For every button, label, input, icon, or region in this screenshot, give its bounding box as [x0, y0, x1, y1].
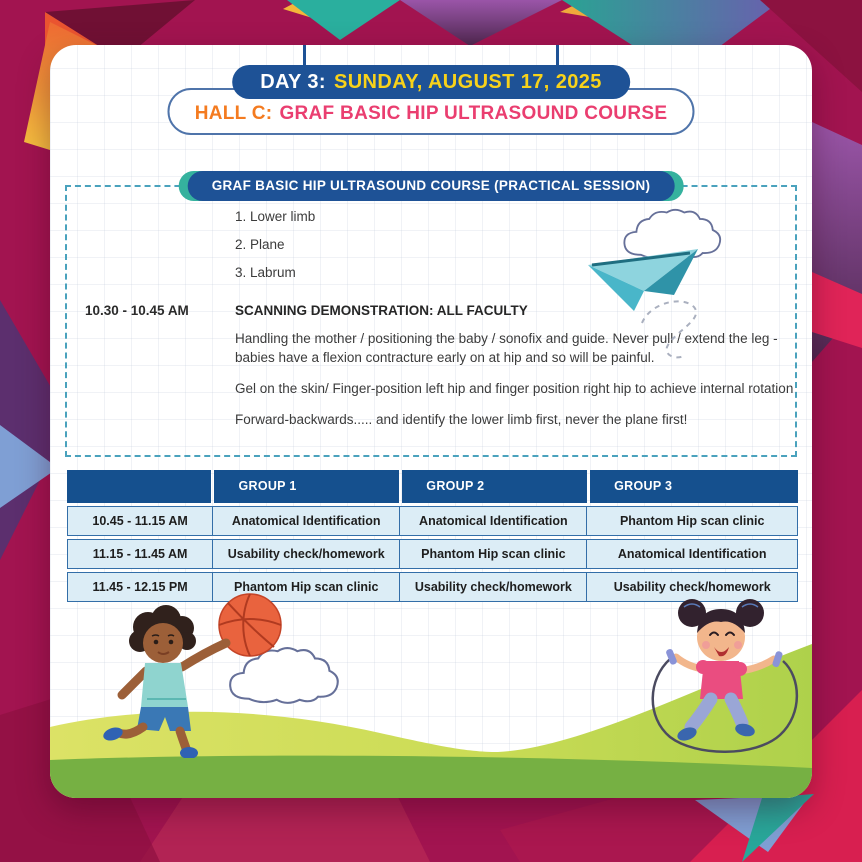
session-title-pill — [179, 171, 684, 201]
table-row — [67, 506, 798, 536]
group-schedule-table — [67, 470, 798, 605]
hall-label: HALL C: — [194, 103, 273, 124]
cell-time: 11.15 - 11.45 AM — [67, 539, 213, 569]
day-label: DAY 3: — [260, 71, 326, 93]
day-date: SUNDAY, AUGUST 17, 2025 — [333, 71, 602, 93]
cell-group2: Phantom Hip scan clinic — [400, 539, 587, 569]
header-cell-group2: GROUP 2 — [402, 470, 587, 503]
note-paragraph: Handling the mother / positioning the baby / sonofix and guide. Never pull / extend the leg - babies have a flexion contracture early on at hip and so will be painful. — [235, 331, 778, 365]
hall-title: GRAF BASIC HIP ULTRASOUND COURSE — [279, 103, 668, 124]
session-time: 10.30 - 10.45 AM — [85, 303, 189, 318]
note-paragraph: Forward-backwards..... and identify the lower limb first, never the plane first! — [235, 412, 688, 427]
header-cell-time — [67, 470, 211, 503]
cell-group2: Usability check/homework — [400, 572, 587, 602]
cell-group1: Anatomical Identification — [213, 506, 400, 536]
list-item: 1. Lower limb — [235, 209, 316, 224]
cell-time: 11.45 - 12.15 PM — [67, 572, 213, 602]
girl-jumprope-illustration — [640, 595, 812, 763]
schedule-card — [50, 45, 812, 798]
cell-time: 10.45 - 11.15 AM — [67, 506, 213, 536]
cell-group3: Anatomical Identification — [587, 539, 798, 569]
boy-basketball-illustration — [90, 593, 305, 758]
paper-plane-icon — [588, 249, 698, 311]
cell-group3: Phantom Hip scan clinic — [587, 506, 798, 536]
table-row — [67, 539, 798, 569]
day-banner — [232, 65, 630, 99]
header-cell-group3: GROUP 3 — [590, 470, 798, 503]
list-item: 3. Labrum — [235, 265, 296, 280]
session-title: GRAF BASIC HIP ULTRASOUND COURSE (PRACTICAL SESSION) — [188, 171, 675, 201]
cloud-icon — [624, 210, 720, 259]
cell-group3: Usability check/homework — [587, 572, 798, 602]
cell-group1: Phantom Hip scan clinic — [213, 572, 400, 602]
cloud-plane-doodle — [578, 203, 810, 381]
activity-title: SCANNING DEMONSTRATION: ALL FACULTY — [235, 303, 528, 318]
note-paragraph: Gel on the skin/ Finger-position left hip and finger position right hip to achieve internal rotation — [235, 381, 794, 396]
cell-group1: Usability check/homework — [213, 539, 400, 569]
girl-figure — [665, 599, 783, 743]
cell-group2: Anatomical Identification — [400, 506, 587, 536]
table-header-row — [67, 470, 798, 503]
list-item: 2. Plane — [235, 237, 285, 252]
practical-list — [235, 209, 315, 293]
boy-figure — [102, 605, 226, 758]
dashed-trail-icon — [642, 301, 696, 357]
header-cell-group1: GROUP 1 — [214, 470, 399, 503]
